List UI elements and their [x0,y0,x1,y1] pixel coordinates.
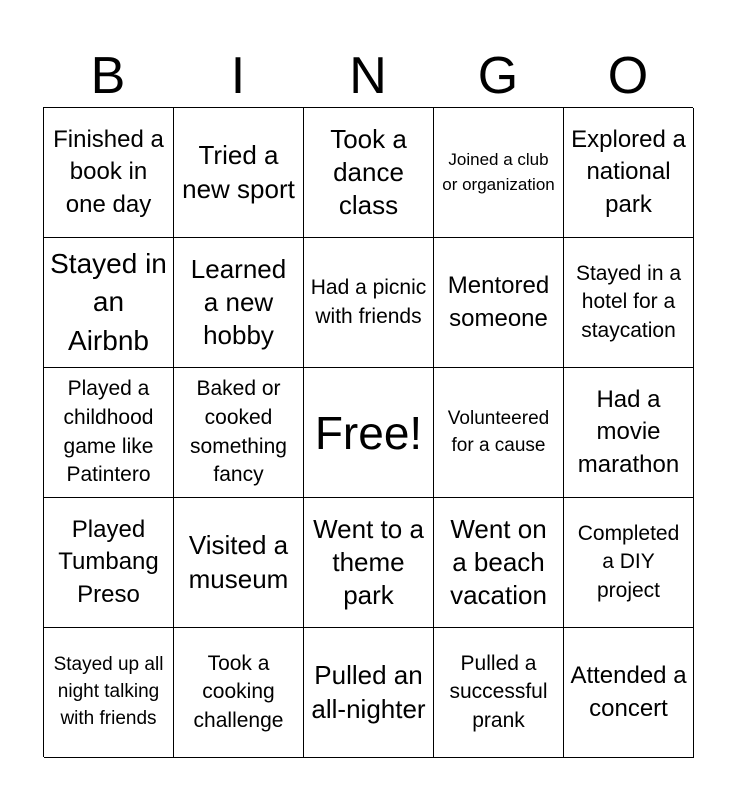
cell-text: Stayed up all night talking with friends [53,654,164,729]
bingo-cell-n4[interactable] [304,498,434,628]
bingo-cell-g4[interactable] [434,498,564,628]
cell-text: Stayed in a hotel for a staycation [575,261,682,342]
header-letter-g: G [477,47,519,105]
bingo-cell-g3[interactable] [434,368,564,498]
bingo-cell-o4[interactable] [564,498,694,628]
bingo-cell-g1[interactable] [434,108,564,238]
bingo-cell-i3[interactable] [174,368,304,498]
cell-text: Stayed in an Airbnb [50,248,167,356]
bingo-cell-o2[interactable] [564,238,694,368]
bingo-cell-b1[interactable] [44,108,174,238]
header-letter-b: B [90,47,126,105]
cell-text: Had a movie marathon [577,386,680,478]
bingo-cell-i4[interactable] [174,498,304,628]
bingo-cell-i2[interactable] [174,238,304,368]
bingo-cell-o5[interactable] [564,628,694,758]
header-letter-o: O [607,47,649,105]
cell-text: Took a cooking challenge [193,651,284,732]
bingo-cell-n5[interactable] [304,628,434,758]
cell-text: Finished a book in one day [53,126,164,218]
cell-text: Completed a DIY project [577,521,680,602]
header-letter-n: N [349,47,387,105]
bingo-cell-o1[interactable] [564,108,694,238]
cell-text: Tried a new sport [182,140,295,204]
bingo-cell-i1[interactable] [174,108,304,238]
cell-text: Attended a concert [570,662,687,722]
cell-text: Went to a theme park [313,513,424,611]
bingo-cell-n2[interactable] [304,238,434,368]
cell-text: Played a childhood game like Patintero [63,377,154,487]
bingo-cell-n3-free[interactable] [304,368,434,498]
cell-text: Joined a club or organization [442,149,555,194]
cell-text: Learned a new hobby [190,253,287,351]
bingo-cell-b3[interactable] [44,368,174,498]
header-letter-i: I [230,47,246,105]
bingo-card-grid [43,107,693,757]
cell-text: Took a dance class [330,123,407,221]
bingo-cell-o3[interactable] [564,368,694,498]
bingo-cell-n1[interactable] [304,108,434,238]
cell-text: Played Tumbang Preso [58,516,159,608]
cell-text: Pulled an all-nighter [311,660,426,724]
cell-text: Went on a beach vacation [450,513,547,611]
cell-text: Pulled a successful prank [449,651,548,732]
bingo-cell-b2[interactable] [44,238,174,368]
bingo-cell-b4[interactable] [44,498,174,628]
free-space-text: Free! [314,406,423,459]
cell-text: Mentored someone [447,272,550,332]
cell-text: Volunteered for a cause [447,407,550,456]
bingo-cell-i5[interactable] [174,628,304,758]
bingo-cell-g5[interactable] [434,628,564,758]
cell-text: Baked or cooked something fancy [190,377,287,487]
cell-text: Had a picnic with friends [310,275,427,328]
bingo-cell-g2[interactable] [434,238,564,368]
cell-text: Explored a national park [571,126,686,218]
bingo-header [43,44,693,108]
bingo-cell-b5[interactable] [44,628,174,758]
cell-text: Visited a museum [188,530,289,594]
